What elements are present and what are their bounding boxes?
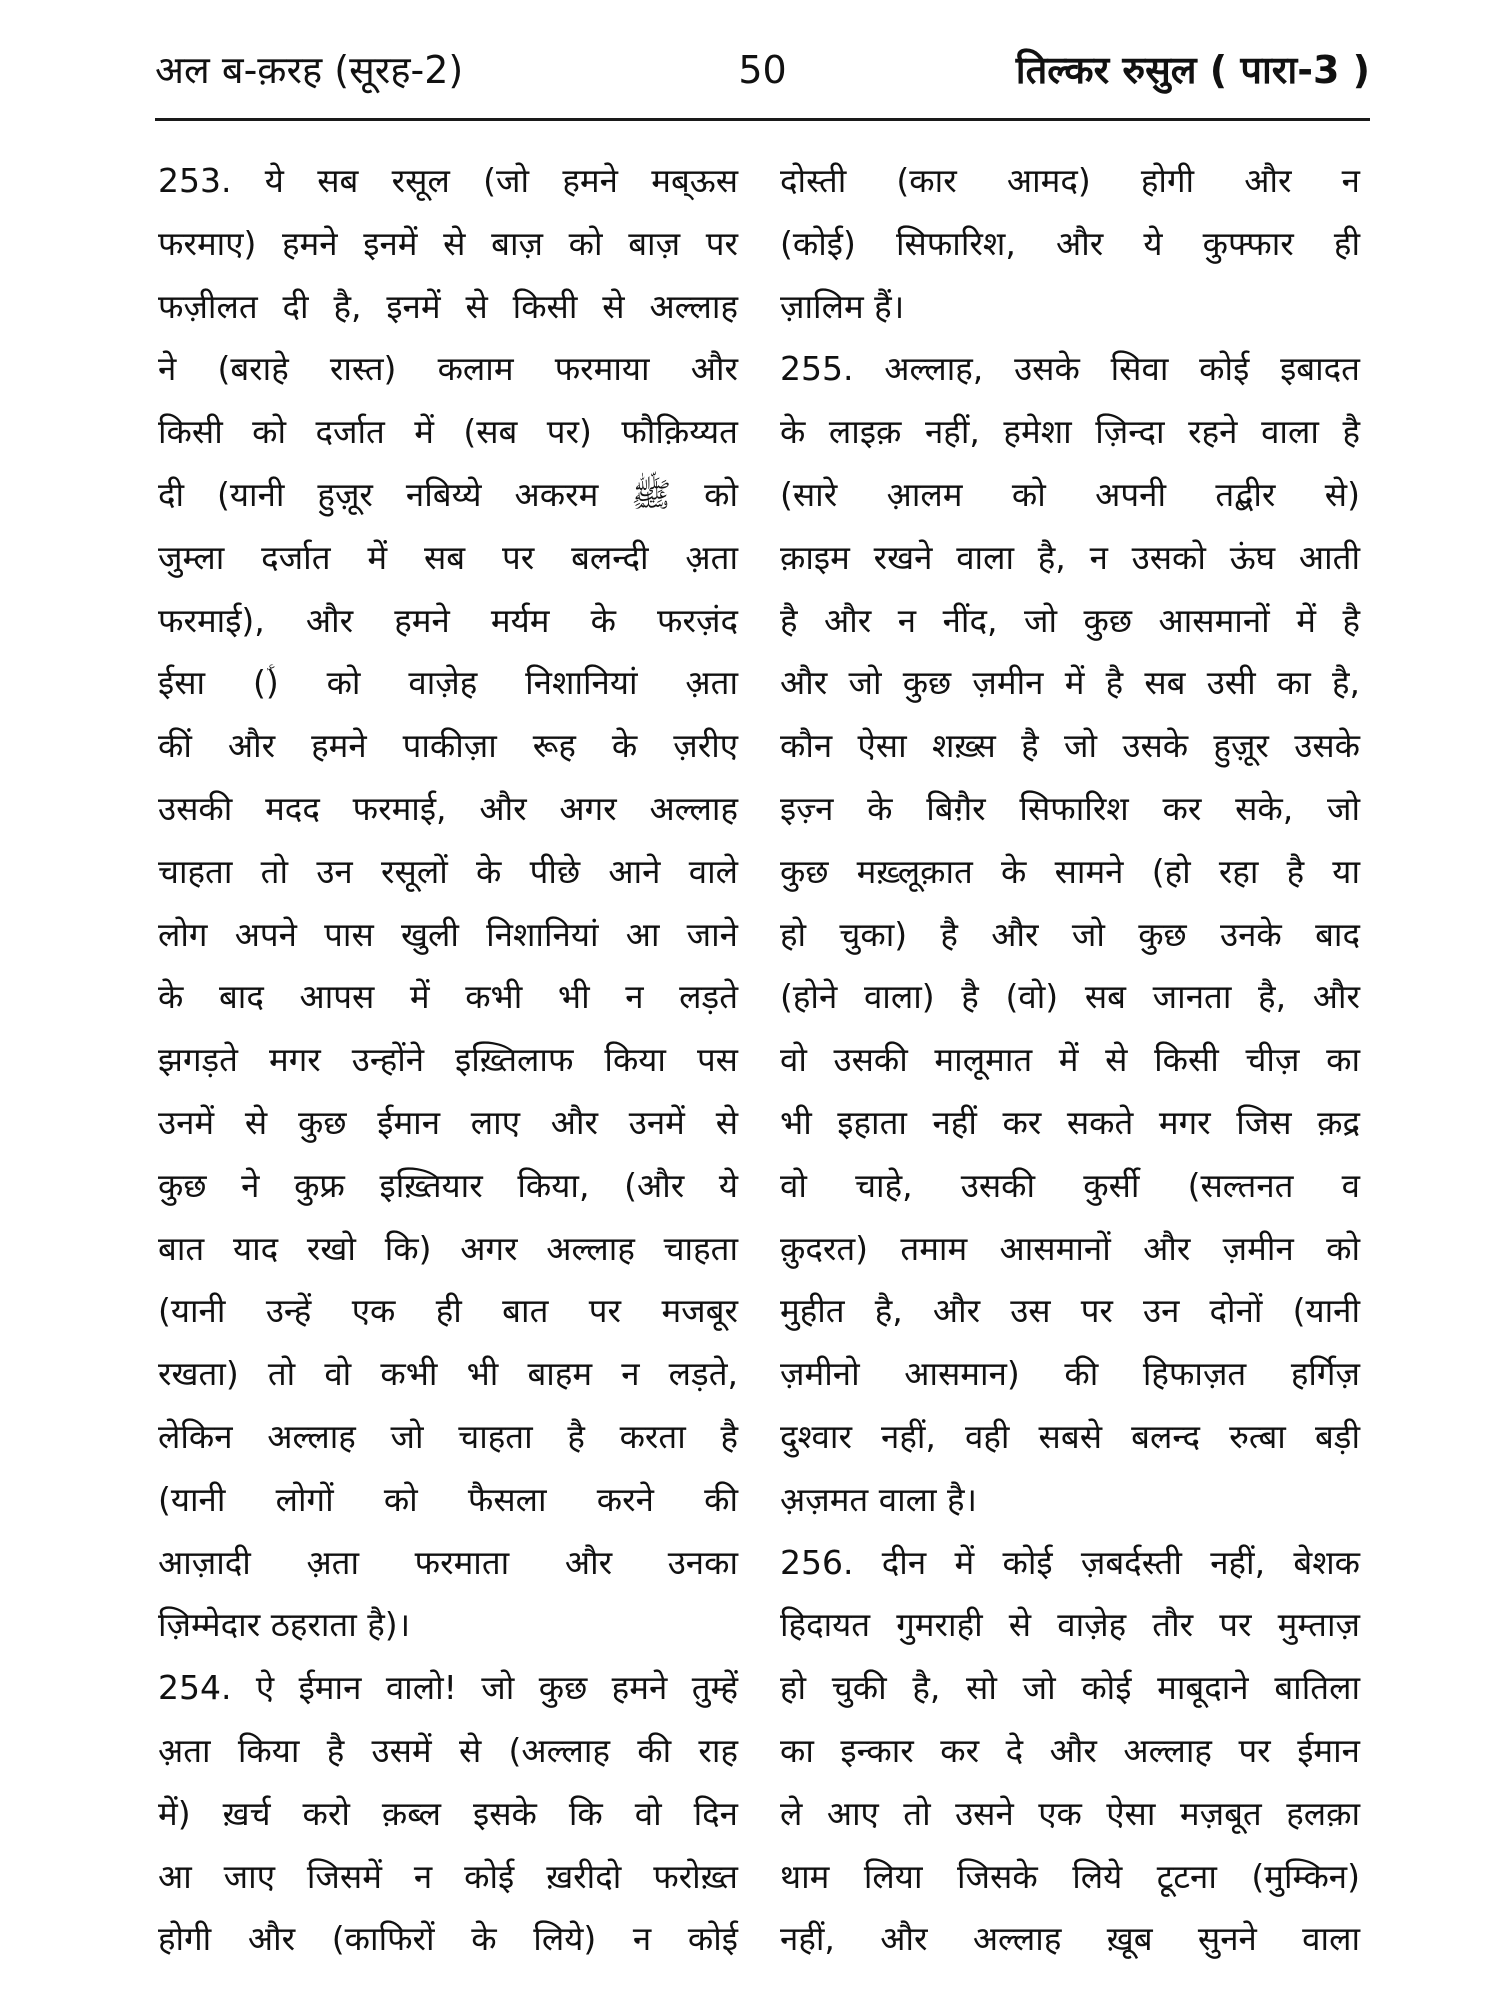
- text-line: है और न नींद, जो कुछ आसमानों में है: [780, 600, 1360, 640]
- text-line: में) ख़र्च करो क़ब्ल इसके कि वो दिन: [158, 1793, 738, 1833]
- text-line: और जो कुछ ज़मीन में है सब उसी का है,: [780, 663, 1360, 703]
- page-number: 50: [738, 48, 787, 92]
- text-line: इज़्न के बिग़ैर सिफारिश कर सके, जो: [780, 788, 1360, 828]
- text-line: फज़ीलत दी है, इनमें से किसी से अल्लाह: [158, 286, 738, 326]
- text-line: के बाद आपस में कभी भी न लड़ते: [158, 977, 738, 1017]
- text-line: हो चुकी है, सो जो कोई माबूदाने बातिला: [780, 1668, 1360, 1708]
- text-line: ईसा (ؑ) को वाज़ेह निशानियां अ़ता: [158, 663, 738, 703]
- text-line: कीं और हमने पाकीज़ा रूह के ज़रीए: [158, 726, 738, 766]
- text-line: हो चुका) है और जो कुछ उनके बाद: [780, 914, 1360, 954]
- text-line: ज़मीनो आसमान) की हिफाज़त हर्गिज़: [780, 1354, 1360, 1394]
- text-line: 253. ये सब रसूल (जो हमने मब्ऊस: [158, 161, 738, 200]
- text-line: (होने वाला) है (वो) सब जानता है, और: [780, 977, 1360, 1017]
- text-line: (सारे आ़लम को अपनी तद्बीर से): [780, 474, 1360, 514]
- text-line: कौन ऐसा शख़्स है जो उसके हुज़ूर उसके: [780, 726, 1360, 766]
- text-line: वो उसकी मालूमात में से किसी चीज़ का: [780, 1040, 1360, 1080]
- text-line: लोग अपने पास खुली निशानियां आ जाने: [158, 914, 738, 954]
- text-line: कुछ मख़्लूक़ात के सामने (हो रहा है या: [780, 851, 1360, 891]
- text-line: क़ुदरत) तमाम आसमानों और ज़मीन को: [780, 1228, 1360, 1268]
- text-line: का इन्कार कर दे और अल्लाह पर ईमान: [780, 1730, 1360, 1770]
- text-line: झगड़ते मगर उन्होंने इख़्तिलाफ किया पस: [158, 1040, 738, 1080]
- text-line: चाहता तो उन रसूलों के पीछे आने वाले: [158, 851, 738, 891]
- text-line: ज़िम्मेदार ठहराता है)।: [158, 1605, 411, 1645]
- text-line: उसकी मदद फरमाई, और अगर अल्लाह: [158, 788, 738, 828]
- left-column: [158, 150, 738, 1971]
- text-line: 254. ऐ ईमान वालो! जो कुछ हमने तुम्हें: [158, 1668, 738, 1708]
- text-line: अ़ता किया है उसमें से (अल्लाह की राह: [158, 1730, 738, 1770]
- text-line: रखता) तो वो कभी भी बाहम न लड़ते,: [158, 1354, 738, 1394]
- text-line: उनमें से कुछ ईमान लाए और उनमें से: [158, 1102, 738, 1142]
- text-line: के लाइक़ नहीं, हमेशा ज़िन्दा रहने वाला है: [780, 412, 1360, 452]
- text-line: (यानी उन्हें एक ही बात पर मजबूर: [158, 1291, 738, 1331]
- text-line: 256. दीन में कोई ज़बर्दस्ती नहीं, बेशक: [780, 1542, 1360, 1582]
- text-line: ने (बराहे रास्त) कलाम फरमाया और: [158, 349, 738, 389]
- text-line: नहीं, और अल्लाह ख़ूब सुनने वाला: [780, 1919, 1360, 1959]
- text-line: दी (यानी हुज़ूर नबिय्ये अकरम ﷺ को: [158, 474, 738, 514]
- text-line: दोस्ती (कार आमद) होगी और न: [780, 161, 1360, 200]
- text-line: जुम्ला दर्जात में सब पर बलन्दी अ़ता: [158, 537, 738, 577]
- text-line: थाम लिया जिसके लिये टूटना (मुम्किन): [780, 1856, 1360, 1896]
- text-line: दुश्वार नहीं, वही सबसे बलन्द रुत्बा बड़ी: [780, 1416, 1360, 1456]
- surah-title: अल ब-क़रह (सूरह-2): [155, 48, 464, 92]
- page-header: [155, 38, 1370, 102]
- text-line: वो चाहे, उसकी कुर्सी (सल्तनत व: [780, 1165, 1360, 1205]
- text-line: कुछ ने कुफ्र इख़्तियार किया, (और ये: [158, 1165, 738, 1205]
- text-line: भी इहाता नहीं कर सकते मगर जिस क़द्र: [780, 1102, 1360, 1142]
- text-line: ले आए तो उसने एक ऐसा मज़बूत हलक़ा: [780, 1793, 1360, 1833]
- text-line: फरमाई), और हमने मर्यम के फरज़ंद: [158, 600, 738, 640]
- text-line: बात याद रखो कि) अगर अल्लाह चाहता: [158, 1228, 738, 1268]
- text-line: ज़ालिम हैं।: [780, 286, 905, 326]
- text-line: अ़ज़मत वाला है।: [780, 1479, 978, 1519]
- text-line: लेकिन अल्लाह जो चाहता है करता है: [158, 1416, 738, 1456]
- text-line: होगी और (काफिरों के लिये) न कोई: [158, 1919, 738, 1959]
- text-line: मुहीत है, और उस पर उन दोनों (यानी: [780, 1291, 1360, 1331]
- text-line: 255. अल्लाह, उसके सिवा कोई इबादत: [780, 349, 1360, 389]
- text-line: आज़ादी अ़ता फरमाता और उनका: [158, 1542, 738, 1582]
- text-line: हिदायत गुमराही से वाज़ेह तौर पर मुम्ताज़: [780, 1605, 1360, 1645]
- text-line: क़ाइम रखने वाला है, न उसको ऊंघ आती: [780, 537, 1360, 577]
- right-column: [780, 150, 1360, 1971]
- para-title: तिल्कर रुसुल ( पारा-3 ): [1015, 48, 1370, 92]
- text-line: (कोई) सिफारिश, और ये कुफ्फार ही: [780, 223, 1360, 263]
- header-divider: [155, 118, 1370, 121]
- text-line: किसी को दर्जात में (सब पर) फौक़िय्यत: [158, 412, 738, 452]
- text-line: आ जाए जिसमें न कोई ख़रीदो फरोख़्त: [158, 1856, 738, 1896]
- text-line: फरमाए) हमने इनमें से बाज़ को बाज़ पर: [158, 223, 738, 263]
- text-line: (यानी लोगों को फैसला करने की: [158, 1479, 738, 1519]
